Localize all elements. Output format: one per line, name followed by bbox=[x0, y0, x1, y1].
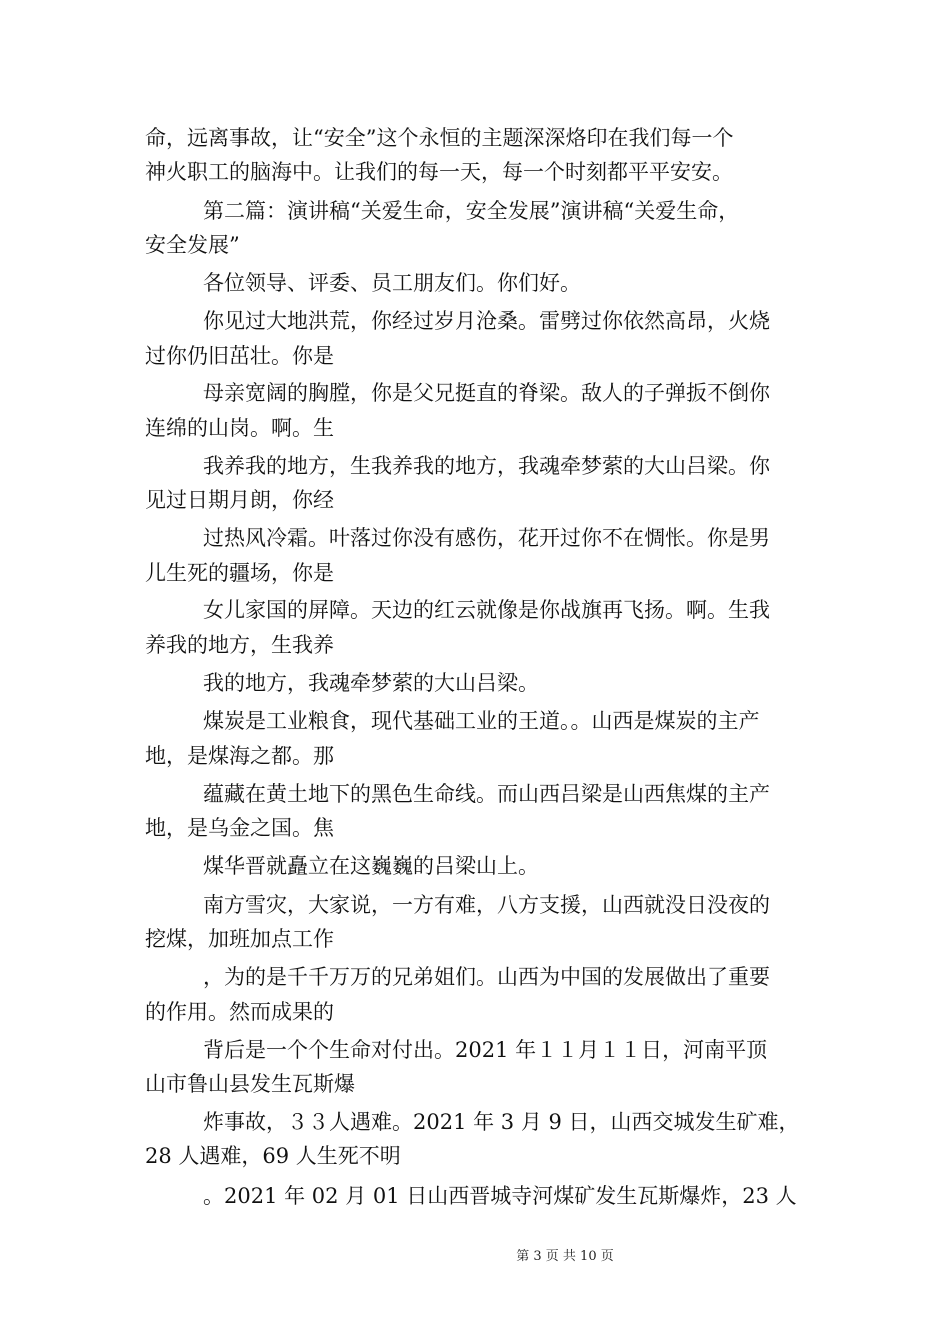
text-line: 的作用。然而成果的 bbox=[145, 1000, 334, 1024]
text-line: 神火职工的脑海中。让我们的每一天，每一个时刻都平平安安。 bbox=[145, 160, 733, 184]
text-line: 炸事故，３３人遇难。2021 年 3 月 9 日，山西交城发生矿难， bbox=[203, 1110, 800, 1134]
text-line: 女儿家国的屏障。天边的红云就像是你战旗再飞扬。啊。生我 bbox=[203, 598, 770, 622]
text-line: 28 人遇难，69 人生死不明 bbox=[145, 1144, 401, 1168]
text-line: 过你仍旧茁壮。你是 bbox=[145, 344, 334, 368]
text-line: 儿生死的疆场，你是 bbox=[145, 561, 334, 585]
text-line: 安全发展” bbox=[145, 233, 240, 257]
text-line: ，为的是千千万万的兄弟姐们。山西为中国的发展做出了重要 bbox=[203, 965, 770, 989]
text-line: 背后是一个个生命对付出。2021 年１１月１１日，河南平顶 bbox=[203, 1038, 768, 1062]
text-line: 地，是煤海之都。那 bbox=[145, 744, 334, 768]
text-line: 蕴藏在黄土地下的黑色生命线。而山西吕梁是山西焦煤的主产 bbox=[203, 782, 770, 806]
text-line: 养我的地方，生我养 bbox=[145, 633, 334, 657]
text-line: 过热风冷霜。叶落过你没有感伤，花开过你不在惆怅。你是男 bbox=[203, 526, 770, 550]
text-line: 南方雪灾，大家说，一方有难，八方支援，山西就没日没夜的 bbox=[203, 893, 770, 917]
page-number-footer: 第 3 页 共 10 页 bbox=[516, 1249, 614, 1264]
text-line: 第二篇：演讲稿“关爱生命，安全发展”演讲稿“关爱生命， bbox=[203, 199, 740, 223]
text-line: 我养我的地方，生我养我的地方，我魂牵梦萦的大山吕梁。你 bbox=[203, 454, 770, 478]
text-line: 。2021 年 02 月 01 日山西晋城寺河煤矿发生瓦斯爆炸，23 人 bbox=[203, 1184, 797, 1208]
text-line: 我的地方，我魂牵梦萦的大山吕梁。 bbox=[203, 671, 539, 695]
text-line: 连绵的山岗。啊。生 bbox=[145, 416, 334, 440]
text-line: 母亲宽阔的胸膛，你是父兄挺直的脊梁。敌人的子弹扳不倒你 bbox=[203, 381, 770, 405]
text-line: 煤华晋就矗立在这巍巍的吕梁山上。 bbox=[203, 854, 539, 878]
text-line: 山市鲁山县发生瓦斯爆 bbox=[145, 1072, 355, 1096]
text-line: 煤炭是工业粮食，现代基础工业的王道。。山西是煤炭的主产 bbox=[203, 709, 760, 733]
text-line: 挖煤，加班加点工作 bbox=[145, 927, 334, 951]
text-line: 地，是乌金之国。焦 bbox=[145, 816, 334, 840]
text-line: 命，远离事故，让“安全”这个永恒的主题深深烙印在我们每一个 bbox=[145, 126, 734, 150]
text-line: 各位领导、评委、员工朋友们。你们好。 bbox=[203, 271, 581, 295]
text-line: 你见过大地洪荒，你经过岁月沧桑。雷劈过你依然高昂，火烧 bbox=[203, 309, 770, 333]
text-line: 见过日期月朗，你经 bbox=[145, 488, 334, 512]
